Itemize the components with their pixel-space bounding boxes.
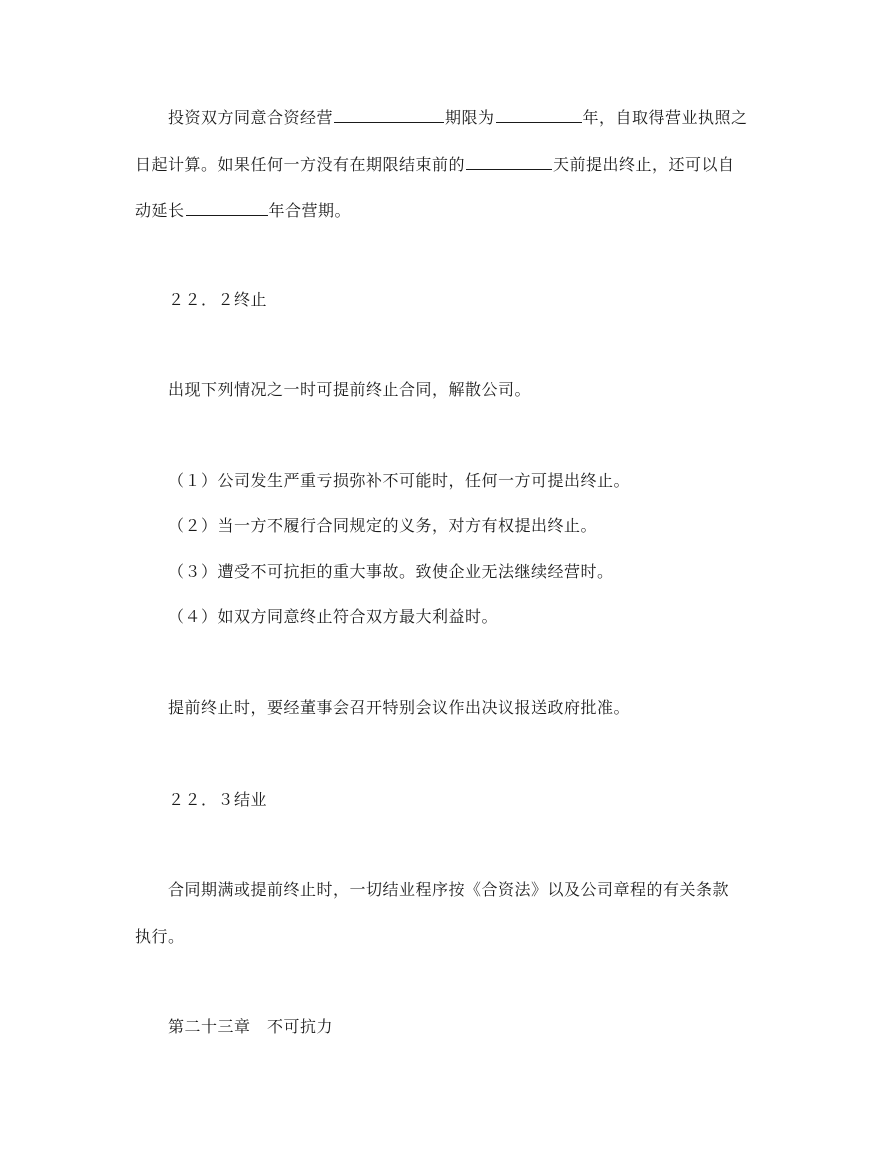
term-years-blank <box>496 106 582 123</box>
termination-intro: 出现下列情况之一时可提前终止合同，解散公司。 <box>168 380 532 399</box>
term-paragraph-line-1 <box>168 106 748 128</box>
section-heading-winding-up: ２２．３结业 <box>168 790 268 809</box>
term-text-7: 年合营期。 <box>268 201 352 220</box>
term-text-1: 投资双方同意合资经营 <box>168 108 334 127</box>
term-text-2: 期限为 <box>445 108 495 127</box>
winding-up-paragraph-line-1: 合同期满或提前终止时，一切结业程序按《合资法》以及公司章程的有关条款 <box>168 880 730 899</box>
termination-item-1: （１）公司发生严重亏损弥补不可能时，任何一方可提出终止。 <box>168 471 631 490</box>
term-text-6: 动延长 <box>135 201 185 220</box>
termination-item-2: （２）当一方不履行合同规定的义务，对方有权提出终止。 <box>168 516 598 535</box>
extension-years-blank <box>186 199 268 216</box>
notice-days-blank <box>466 153 552 170</box>
winding-up-paragraph-line-2: 执行。 <box>135 927 185 946</box>
term-text-4: 日起计算。如果任何一方没有在期限结束前的 <box>135 155 466 174</box>
section-heading-termination: ２２．２终止 <box>168 290 268 309</box>
term-paragraph-line-3 <box>135 199 351 221</box>
venture-name-blank <box>334 106 444 123</box>
termination-item-4: （４）如双方同意终止符合双方最大利益时。 <box>168 607 499 626</box>
early-termination-paragraph: 提前终止时，要经董事会召开特别会议作出决议报送政府批准。 <box>168 698 631 717</box>
term-text-5: 天前提出终止，还可以自 <box>553 155 735 174</box>
chapter-heading-force-majeure: 第二十三章 不可抗力 <box>168 1017 334 1036</box>
termination-item-3: （３）遭受不可抗拒的重大事故。致使企业无法继续经营时。 <box>168 562 614 581</box>
term-text-3: 年，自取得营业执照之 <box>582 108 748 127</box>
term-paragraph-line-2 <box>135 153 735 175</box>
